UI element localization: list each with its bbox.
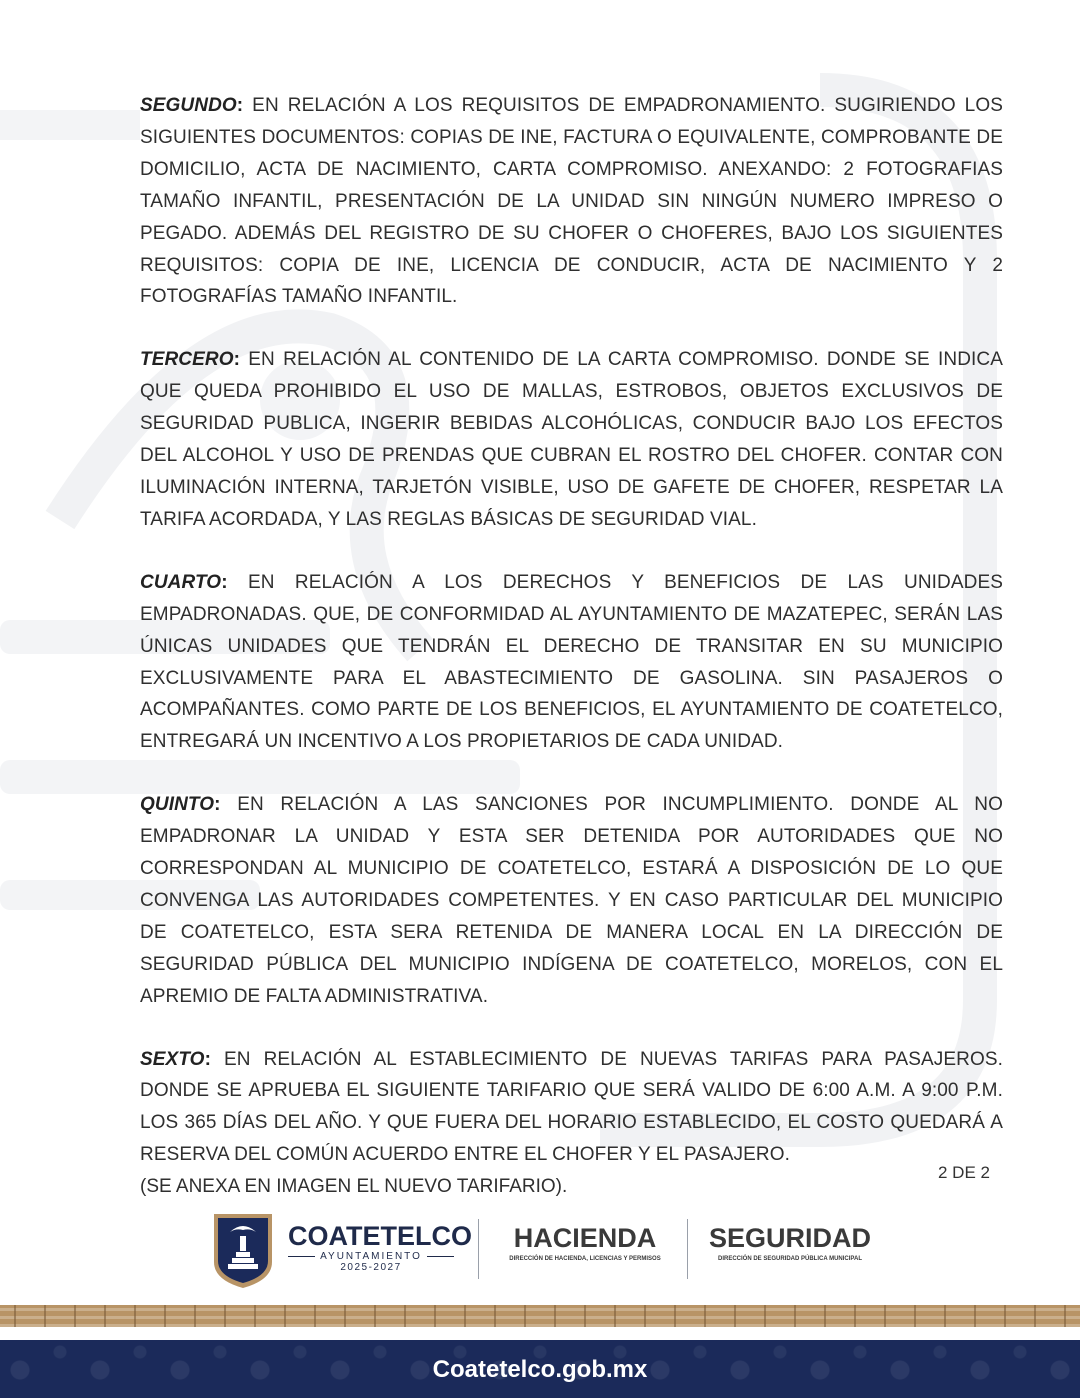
section-heading: TERCERO xyxy=(140,349,234,371)
page-number: 2 DE 2 xyxy=(938,1163,990,1182)
section-sexto: SEXTO: EN RELACIÓN AL ESTABLECIMIENTO DE NUEVAS TARIFAS PARA PASAJEROS. DONDE SE APRUEBA EL SIGUIENTE TARIFARIO QUE SERÁ VALIDO DE 6:00 A.M. A 9:00 P.M. LOS 365 DÍAS DEL AÑO. Y QUE FUERA DEL HORARIO ESTABLECIDO, EL COSTO QUEDARÁ A RESERVA DEL COMÚN ACUERDO ENTRE EL CHOFER Y EL PASAJERO. xyxy=(140,1048,1003,1166)
seguridad-desc: DIRECCIÓN DE SEGURIDAD PÚBLICA MUNICIPAL xyxy=(717,1256,862,1262)
document-body xyxy=(140,90,1003,1203)
section-heading: CUARTO xyxy=(140,571,222,593)
section-heading: SEGUNDO xyxy=(140,95,237,116)
section-text: EN RELACIÓN A LOS DERECHOS Y BENEFICIOS DE LAS UNIDADES EMPADRONADAS. QUE, DE CONFORMIDAD AL AYUNTAMIENTO DE MAZATEPEC, SERÁN LAS ÚNICAS UNIDADES QUE TENDRÁN EL DERECHO DE TRANSITAR EN SU MUNICIPIO EXCLUSIVAMENTE PARA EL ABASTECIMIENTO DE GASOLINA. SIN PASAJEROS O ACOMPAÑANTES. COMO PARTE DE LOS BENEFICIOS, EL AYUNTAMIENTO DE COATETELCO, ENTREGARÁ UN INCENTIVO A LOS PROPIETARIOS DE CADA UNIDAD. xyxy=(140,571,1003,753)
section-tercero: TERCERO: EN RELACIÓN AL CONTENIDO DE LA CARTA COMPROMISO. DONDE SE INDICA QUE QUEDA PROHIBIDO EL USO DE MALLAS, ESTROBOS, OBJETOS EXCLUSIVOS DE SEGURIDAD PUBLICA, INGERIR BEBIDAS ALCOHÓLICAS, CONDUCIR BAJO LOS EFECTOS DEL ALCOHOL Y USO DE PRENDAS QUE CUBRAN EL ROSTRO DEL CHOFER. CONTAR CON ILUMINACIÓN INTERNA, TARJETÓN VISIBLE, USO DE GAFETE DE CHOFER, RESPETAR LA TARIFA ACORDADA, Y LAS REGLAS BÁSICAS DE SEGURIDAD VIAL. xyxy=(140,349,1003,530)
section-heading: QUINTO xyxy=(140,794,215,816)
hacienda-logo xyxy=(500,1223,670,1263)
ayuntamiento-label: AYUNTAMIENTO xyxy=(320,1251,422,1262)
logo-divider xyxy=(687,1219,688,1279)
logo-divider xyxy=(478,1219,479,1279)
annex-note: (SE ANEXA EN IMAGEN EL NUEVO TARIFARIO). xyxy=(140,1176,568,1198)
section-text: EN RELACIÓN AL CONTENIDO DE LA CARTA COMPROMISO. DONDE SE INDICA QUE QUEDA PROHIBIDO EL USO DE MALLAS, ESTROBOS, OBJETOS EXCLUSIVOS DE SEGURIDAD PUBLICA, INGERIR BEBIDAS ALCOHÓLICAS, CONDUCIR BAJO LOS EFECTOS DEL ALCOHOL Y USO DE PRENDAS QUE CUBRAN EL ROSTRO DEL CHOFER. CONTAR CON ILUMINACIÓN INTERNA, TARJETÓN VISIBLE, USO DE GAFETE DE CHOFER, RESPETAR LA TARIFA ACORDADA, Y LAS REGLAS BÁSICAS DE SEGURIDAD VIAL. xyxy=(140,349,1003,530)
section-segundo: SEGUNDO: EN RELACIÓN A LOS REQUISITOS DE EMPADRONAMIENTO. SUGIRIENDO LOS SIGUIENTES DOCUMENTOS: COPIAS DE INE, FACTURA O EQUIVALENTE, COMPROBANTE DE DOMICILIO, ACTA DE NACIMIENTO, CARTA COMPROMISO. ANEXANDO: 2 FOTOGRAFIAS TAMAÑO INFANTIL, PRESENTACIÓN DE LA UNIDAD SIN NINGÚN NUMERO IMPRESO O PEGADO. ADEMÁS DEL REGISTRO DE SU CHOFER O CHOFERES, BAJO LOS SIGUIENTES REQUISITOS: COPIA DE INE, LICENCIA DE CONDUCIR, ACTA DE NACIMIENTO Y 2 FOTOGRAFÍAS TAMAÑO INFANTIL. xyxy=(140,95,1003,308)
section-heading: SEXTO xyxy=(140,1048,205,1070)
hacienda-desc: DIRECCIÓN DE HACIENDA, LICENCIAS Y PERMISOS xyxy=(509,1256,661,1262)
seguridad-name: SEGURIDAD xyxy=(708,1223,871,1253)
administration-years: 2025-2027 xyxy=(340,1262,402,1273)
section-quinto: QUINTO: EN RELACIÓN A LAS SANCIONES POR INCUMPLIMIENTO. DONDE AL NO EMPADRONAR LA UNIDAD Y ESTA SER DETENIDA POR AUTORIDADES QUE NO CORRESPONDAN AL MUNICIPIO DE COATETELCO, ESTARÁ A DISPOSICIÓN DE LO QUE CONVENGA LAS AUTORIDADES COMPETENTES. Y EN CASO PARTICULAR DEL MUNICIPIO DE COATETELCO, ESTA SERA RETENIDA DE MANERA LOCAL EN LA DIRECCIÓN DE SEGURIDAD PÚBLICA DEL MUNICIPIO INDÍGENA DE COATETELCO, MORELOS, CON EL APREMIO DE FALTA ADMINISTRATIVA. xyxy=(140,794,1003,1007)
seguridad-logo xyxy=(708,1223,872,1263)
section-text: EN RELACIÓN AL ESTABLECIMIENTO DE NUEVAS TARIFAS PARA PASAJEROS. DONDE SE APRUEBA EL SIGUIENTE TARIFARIO QUE SERÁ VALIDO DE 6:00 A.M. A 9:00 P.M. LOS 365 DÍAS DEL AÑO. Y QUE FUERA DEL HORARIO ESTABLECIDO, EL COSTO QUEDARÁ A RESERVA DEL COMÚN ACUERDO ENTRE EL CHOFER Y EL PASAJERO. xyxy=(140,1048,1003,1166)
website-url[interactable]: Coatetelco.gob.mx xyxy=(432,1356,648,1383)
decorative-band-gold xyxy=(0,1305,1080,1327)
section-cuarto: CUARTO: EN RELACIÓN A LOS DERECHOS Y BENEFICIOS DE LAS UNIDADES EMPADRONADAS. QUE, DE CONFORMIDAD AL AYUNTAMIENTO DE MAZATEPEC, SERÁN LAS ÚNICAS UNIDADES QUE TENDRÁN EL DERECHO DE TRANSITAR EN SU MUNICIPIO EXCLUSIVAMENTE PARA EL ABASTECIMIENTO DE GASOLINA. SIN PASAJEROS O ACOMPAÑANTES. COMO PARTE DE LOS BENEFICIOS, EL AYUNTAMIENTO DE COATETELCO, ENTREGARÁ UN INCENTIVO A LOS PROPIETARIOS DE CADA UNIDAD. xyxy=(140,571,1003,753)
coatetelco-logo xyxy=(288,1221,472,1273)
coatetelco-shield-icon xyxy=(210,1210,276,1290)
section-text: EN RELACIÓN A LOS REQUISITOS DE EMPADRONAMIENTO. SUGIRIENDO LOS SIGUIENTES DOCUMENTOS: COPIAS DE INE, FACTURA O EQUIVALENTE, COMPROBANTE DE DOMICILIO, ACTA DE NACIMIENTO, CARTA COMPROMISO. ANEXANDO: 2 FOTOGRAFIAS TAMAÑO INFANTIL, PRESENTACIÓN DE LA UNIDAD SIN NINGÚN NUMERO IMPRESO O PEGADO. ADEMÁS DEL REGISTRO DE SU CHOFER O CHOFERES, BAJO LOS SIGUIENTES REQUISITOS: COPIA DE INE, LICENCIA DE CONDUCIR, ACTA DE NACIMIENTO Y 2 FOTOGRAFÍAS TAMAÑO INFANTIL. xyxy=(140,95,1003,308)
hacienda-name: HACIENDA xyxy=(513,1223,657,1253)
section-text: EN RELACIÓN A LAS SANCIONES POR INCUMPLIMIENTO. DONDE AL NO EMPADRONAR LA UNIDAD Y ESTA SER DETENIDA POR AUTORIDADES QUE NO CORRESPONDAN AL MUNICIPIO DE COATETELCO, ESTARÁ A DISPOSICIÓN DE LO QUE CONVENGA LAS AUTORIDADES COMPETENTES. Y EN CASO PARTICULAR DEL MUNICIPIO DE COATETELCO, ESTA SERA RETENIDA DE MANERA LOCAL EN LA DIRECCIÓN DE SEGURIDAD PÚBLICA DEL MUNICIPIO INDÍGENA DE COATETELCO, MORELOS, CON EL APREMIO DE FALTA ADMINISTRATIVA. xyxy=(140,794,1003,1007)
coatetelco-name: COATETELCO xyxy=(288,1221,472,1251)
footer-logos xyxy=(0,1205,1080,1295)
decorative-band-gap xyxy=(0,1327,1080,1340)
